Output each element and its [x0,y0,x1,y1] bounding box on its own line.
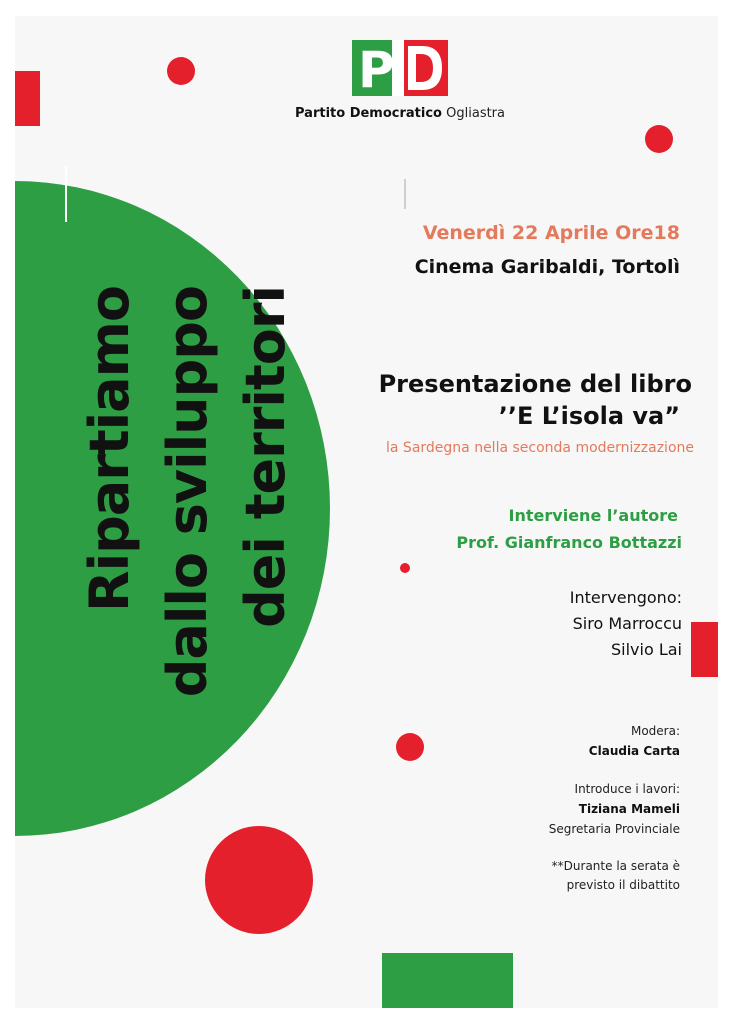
pd-logo [352,40,448,96]
red-dot-mid [396,733,424,761]
thin-line-left [65,166,67,222]
speaker-name: Silvio Lai [611,640,682,659]
book-subtitle: la Sardegna nella seconda modernizzazione [386,440,694,456]
logo-letter-p: P [358,41,395,96]
event-date: Venerdì 22 Aprile Ore18 [422,222,680,244]
red-bar-top-left [15,71,40,126]
red-dot-top [167,57,195,85]
debate-note-line-1: **Durante la serata è [551,859,680,873]
introduction-name: Tiziana Mameli [578,802,680,816]
party-name-bold: Partito Democratico [295,106,442,121]
author-name: Prof. Gianfranco Bottazzi [456,533,682,552]
red-circle-large [205,826,313,934]
vertical-headline [71,286,305,786]
book-title: ’’E L’isola va” [498,402,680,430]
debate-note-line-2: previsto il dibattito [566,878,680,892]
introduction-label: Introduce i lavori: [574,782,680,796]
speakers-label: Intervengono: [569,588,682,607]
moderator-name: Claudia Carta [588,744,680,758]
green-bar-bottom [382,953,513,1008]
event-venue: Cinema Garibaldi, Tortolì [414,256,680,278]
headline-line-3: dei territori [234,286,297,628]
introduction-role: Segretaria Provinciale [548,822,680,836]
thin-line-center [404,179,406,209]
red-dot-right [645,125,673,153]
speaker-name: Siro Marroccu [572,614,682,633]
red-dot-small [400,563,410,573]
moderator-label: Modera: [630,724,680,738]
headline-line-2: dallo sviluppo [156,286,219,698]
red-bar-right [691,622,718,677]
event-poster [15,16,718,1008]
party-name [295,106,545,121]
author-label: Interviene l’autore [508,506,678,525]
headline-line-1: Ripartiamo [78,286,141,612]
party-name-region: Ogliastra [446,106,505,121]
presentation-heading: Presentazione del libro [378,370,692,398]
